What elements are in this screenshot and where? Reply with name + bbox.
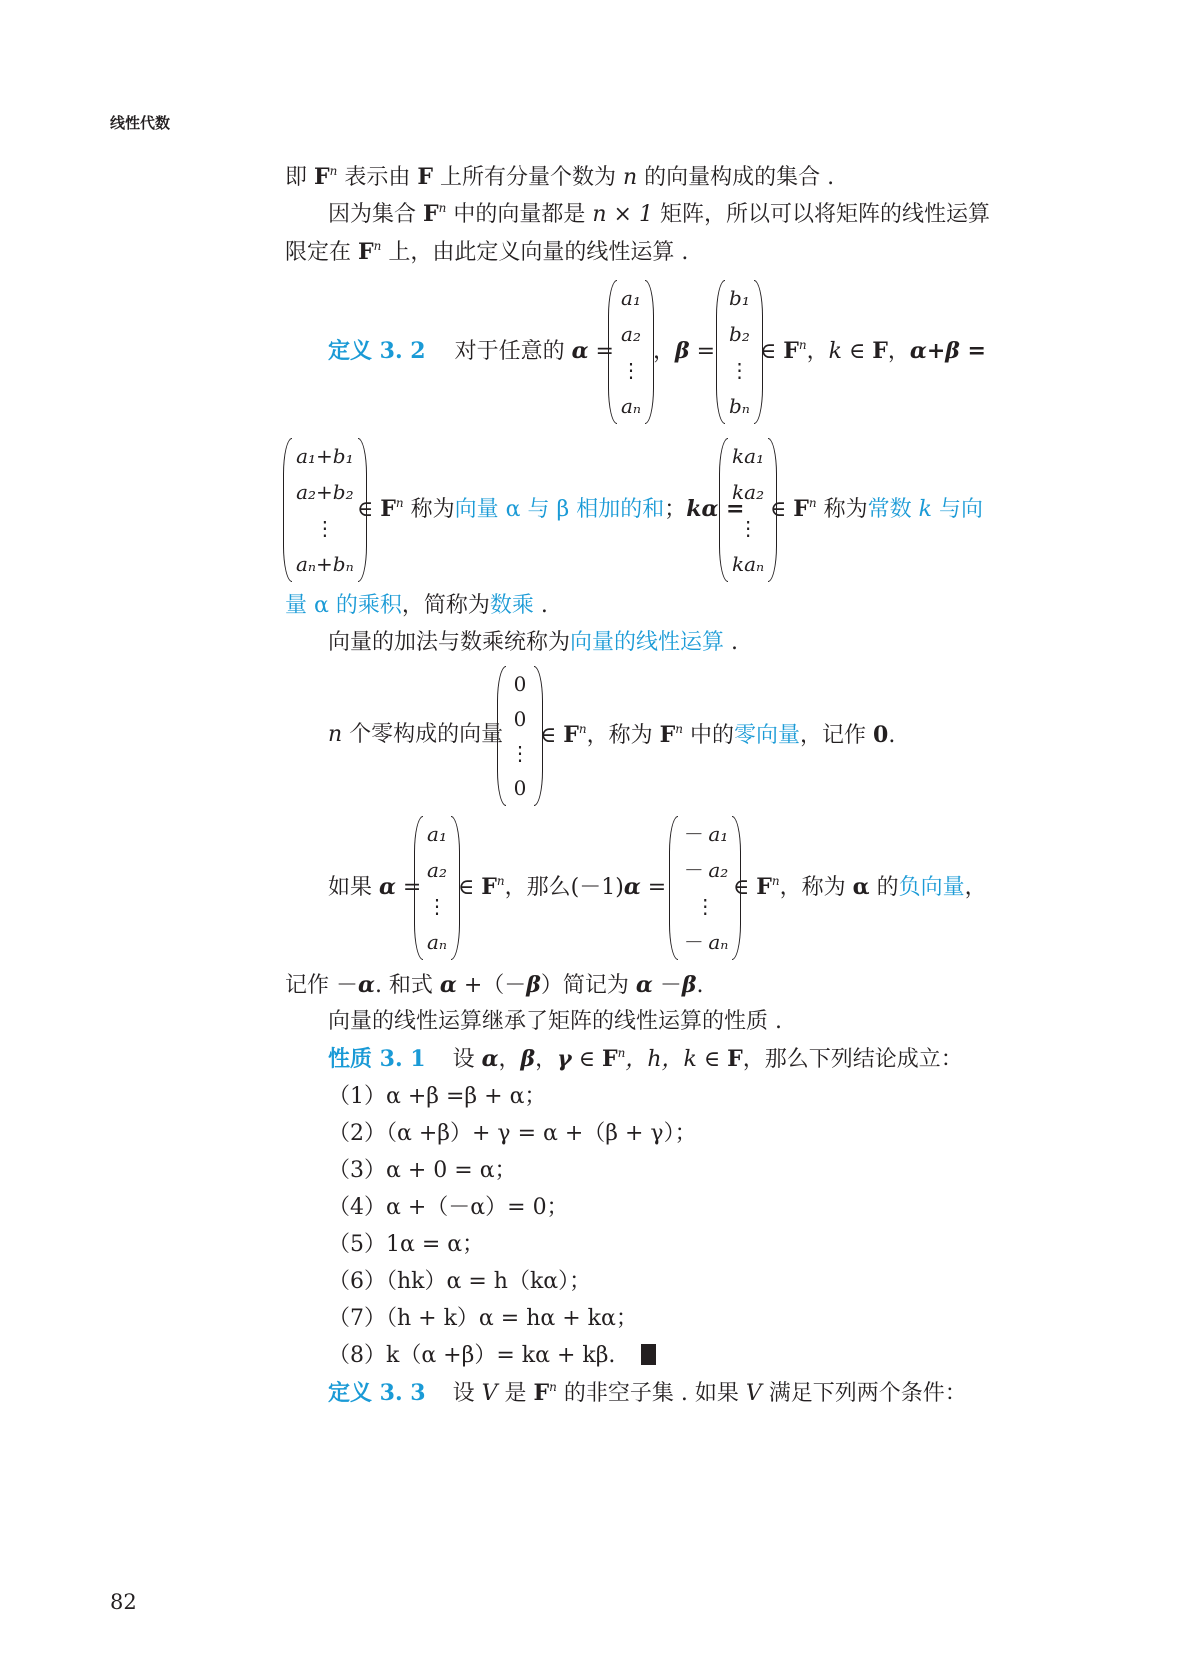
- text: 满足下列两个条件：: [761, 1381, 967, 1406]
- matrix-entry: a₂+b₂: [296, 480, 354, 504]
- highlight-term: 向量 α 与 β 相加的和: [454, 497, 665, 522]
- beta-symbol: β: [520, 1046, 536, 1072]
- property-item-8: （8）k（α +β）= kα + kβ.: [328, 1343, 616, 1368]
- superscript: n: [549, 1380, 557, 1394]
- matrix-entry: 0: [513, 672, 527, 696]
- property-item-7: （7）（h + k）α = hα + kα；: [328, 1306, 638, 1331]
- text: ）简记为: [540, 973, 636, 998]
- definition-3-2-line-c: [760, 336, 986, 367]
- property-item-2: （2）（α +β）+ γ = α +（β + γ）；: [328, 1121, 697, 1146]
- comma: ，: [498, 1047, 521, 1072]
- element-of: ∈: [770, 497, 794, 522]
- matrix-entry: － a₁: [682, 822, 729, 846]
- paragraph-line: [328, 628, 738, 658]
- alpha-plus-beta: α+β =: [909, 338, 986, 364]
- element-of: ∈: [760, 339, 784, 364]
- matrix-zero: [497, 666, 543, 806]
- matrix-negative: [669, 816, 741, 960]
- property-item-6: （6）（hk）α = h（kα）；: [328, 1269, 592, 1294]
- beta-symbol: β: [681, 972, 697, 998]
- dimension: n × 1: [592, 202, 653, 227]
- var: k: [828, 339, 842, 364]
- text: 称为: [403, 497, 455, 522]
- property-item-8-row: [328, 1341, 656, 1371]
- highlight-term: 负向量: [898, 875, 965, 900]
- superscript: n: [373, 239, 382, 253]
- comma: ，: [653, 339, 676, 364]
- zero-symbol: 0: [873, 722, 889, 748]
- field-symbol: F: [533, 1380, 550, 1406]
- superscript: n: [617, 1046, 626, 1060]
- beta-symbol: β: [675, 338, 690, 364]
- text: 的: [869, 875, 899, 900]
- superscript: n: [798, 338, 807, 352]
- equals: =: [395, 875, 422, 900]
- text: . 和式: [374, 973, 440, 998]
- element-of: ∈: [357, 497, 381, 522]
- vertical-ellipsis: ⋮: [621, 358, 642, 382]
- text: 上，由此定义向量的线性运算 .: [381, 240, 689, 265]
- highlight-term: 数乘: [489, 593, 534, 618]
- matrix-entry: 0: [513, 706, 527, 731]
- definition-label: 定义 3. 3: [328, 1380, 426, 1406]
- matrix-entry: a₂: [427, 858, 447, 882]
- matrix-entry: － a₂: [682, 858, 729, 882]
- alpha-symbol: α: [571, 338, 589, 364]
- field-symbol: F: [358, 239, 374, 265]
- vertical-ellipsis: ⋮: [729, 358, 750, 382]
- var: k: [683, 1047, 697, 1072]
- property-item-3: （3）α + 0 = α；: [328, 1158, 517, 1183]
- superscript: n: [438, 201, 447, 215]
- alpha-symbol: α: [852, 874, 870, 900]
- k-alpha: kα =: [686, 496, 745, 522]
- comma: ，: [806, 339, 829, 364]
- matrix-entry: aₙ: [427, 930, 448, 954]
- vertical-ellipsis: ⋮: [695, 894, 716, 918]
- left-paren: [669, 816, 678, 960]
- matrix-entry: 0: [513, 775, 527, 800]
- definition-3-3-line: [328, 1378, 967, 1409]
- text: ，称为: [779, 875, 853, 900]
- alpha-symbol: α: [358, 972, 375, 998]
- field-symbol: F: [563, 722, 579, 748]
- running-header: 线性代数: [110, 114, 171, 132]
- text: 上所有分量个数为: [432, 165, 623, 190]
- comma: ，: [535, 1047, 558, 1072]
- text: 限定在: [285, 240, 358, 265]
- field-symbol: F: [314, 164, 330, 190]
- text: 对于任意的: [454, 339, 572, 364]
- paragraph-line: [285, 237, 688, 268]
- matrix-entry: aₙ+bₙ: [296, 552, 354, 576]
- definition-3-2-line-b: [653, 336, 715, 367]
- property-item-5: （5）1α = α；: [328, 1232, 485, 1257]
- equals: =: [640, 875, 667, 900]
- superscript: n: [578, 722, 587, 736]
- matrix-entry: ka₁: [732, 444, 765, 468]
- text: －: [652, 973, 682, 998]
- field-symbol: F: [659, 722, 676, 748]
- text: 表示由: [337, 165, 418, 190]
- gamma-symbol: γ: [557, 1046, 572, 1072]
- text: 个零构成的向量: [342, 722, 504, 747]
- zero-vector-line-b: ∈ $F^n$，称为 $F^n$ 中的零向量，记作 0.: [540, 722, 896, 748]
- property-label: 性质 3. 1: [328, 1046, 426, 1072]
- alpha-symbol: α: [481, 1046, 499, 1072]
- text: 向量的加法与数乘统称为: [328, 630, 571, 655]
- element-of: ∈: [842, 339, 873, 364]
- matrix-entry: － aₙ: [682, 930, 729, 954]
- matrix-entry: a₁+b₁: [296, 444, 354, 468]
- property-item-1: （1）α +β =β + α；: [328, 1084, 547, 1109]
- comma: ，: [964, 875, 987, 900]
- text: 是: [497, 1381, 534, 1406]
- text: 设: [452, 1047, 482, 1072]
- element-of: ∈: [458, 875, 482, 900]
- period: .: [724, 630, 739, 655]
- matrix-entry: bₙ: [729, 394, 750, 418]
- superscript: n: [496, 874, 505, 888]
- left-paren: [608, 280, 617, 424]
- matrix-sum: [283, 438, 367, 582]
- element-of: ∈: [733, 875, 757, 900]
- vertical-ellipsis: ⋮: [510, 741, 530, 766]
- text: 的非空子集 . 如果: [556, 1381, 746, 1406]
- page-number: 82: [110, 1590, 137, 1614]
- superscript: n: [808, 496, 817, 510]
- text: 设: [452, 1381, 482, 1406]
- matrix-entry: a₁: [427, 822, 447, 846]
- superscript: n: [771, 874, 780, 888]
- matrix-entry: a₁: [621, 286, 641, 310]
- highlight-term: 零向量: [734, 723, 801, 748]
- text: ，简称为: [401, 593, 490, 618]
- highlight-term: 量 α 的乘积: [285, 593, 402, 618]
- matrix-entry: kaₙ: [732, 552, 765, 576]
- beta-symbol: β: [526, 972, 541, 998]
- matrix-entry: ka₂: [732, 480, 765, 504]
- semicolon: ；: [664, 497, 687, 522]
- text: 中的: [683, 723, 734, 748]
- property-3-1-line: [328, 1044, 963, 1075]
- equals: =: [689, 339, 716, 364]
- vertical-ellipsis: ⋮: [427, 894, 448, 918]
- negative-vector-line-b: [458, 872, 666, 903]
- text: 中的向量都是: [446, 202, 593, 227]
- matrix-entry: aₙ: [621, 394, 642, 418]
- field-symbol: F: [423, 201, 439, 227]
- field-symbol: F: [601, 1046, 618, 1072]
- highlight-term: 常数: [867, 497, 919, 522]
- paragraph-line: [285, 591, 548, 621]
- vertical-ellipsis: ⋮: [738, 516, 759, 540]
- field-symbol: F: [417, 164, 433, 190]
- element-of: ∈: [571, 1047, 602, 1072]
- text: 的向量构成的集合 .: [637, 165, 835, 190]
- comma: ，: [887, 339, 910, 364]
- highlight-term: 与向: [931, 497, 983, 522]
- negative-vector-line-c: [733, 872, 987, 903]
- field-symbol: F: [783, 338, 799, 364]
- left-paren: [414, 816, 423, 960]
- text: 矩阵，所以可以将矩阵的线性运算: [652, 202, 990, 227]
- text: ，h，: [625, 1047, 684, 1072]
- left-paren: [497, 666, 506, 806]
- text: 称为: [816, 497, 868, 522]
- equals: =: [588, 339, 614, 364]
- definition-3-2-line: [328, 336, 614, 367]
- matrix-entry: a₂: [621, 322, 641, 346]
- superscript: n: [675, 722, 683, 736]
- zero-vector-line: [328, 720, 503, 750]
- negative-vector-line: [328, 872, 421, 903]
- scalar-definition-line: [770, 494, 983, 525]
- var: V: [481, 1381, 498, 1406]
- end-of-proof-icon: [641, 1344, 656, 1365]
- field-symbol: F: [727, 1046, 743, 1072]
- matrix-alpha-2: [414, 816, 460, 960]
- period: .: [533, 593, 548, 618]
- sum-definition-line: [357, 494, 744, 525]
- left-paren: [283, 438, 292, 582]
- element-of: ∈: [696, 1047, 728, 1072]
- field-symbol: F: [380, 496, 396, 522]
- paragraph-line: [328, 199, 990, 230]
- field-symbol: F: [756, 874, 772, 900]
- text: ，那么(－1): [504, 875, 624, 900]
- alpha-symbol: α: [635, 972, 653, 998]
- paragraph-line: 向量的线性运算继承了矩阵的线性运算的性质 .: [328, 1009, 782, 1034]
- text: ，那么下列结论成立：: [742, 1047, 963, 1072]
- alpha-symbol: α: [623, 874, 641, 900]
- alpha-symbol: α: [439, 972, 457, 998]
- field-symbol: F: [481, 874, 497, 900]
- var: n: [622, 165, 638, 190]
- field-symbol: F: [872, 338, 888, 364]
- text: 因为集合: [328, 202, 423, 227]
- matrix-alpha: [608, 280, 654, 424]
- text: ，记作: [800, 723, 874, 748]
- matrix-entry: b₂: [729, 322, 750, 346]
- left-paren: [719, 438, 728, 582]
- paragraph-line: 记作 －α. 和式 α +（－β）简记为 α －β.: [285, 972, 704, 998]
- text: 即: [285, 165, 314, 190]
- matrix-beta: [716, 280, 763, 424]
- highlight-term: 向量的线性运算: [570, 630, 725, 655]
- element-of: ∈: [540, 723, 564, 748]
- matrix-k-alpha: [719, 438, 777, 582]
- left-paren: [716, 280, 725, 424]
- paragraph-line: [285, 162, 834, 193]
- var: V: [745, 1381, 762, 1406]
- property-item-4: （4）α +（－α）= 0；: [328, 1195, 569, 1220]
- text: 如果: [328, 875, 379, 900]
- text: +（－: [456, 973, 527, 998]
- matrix-entry: b₁: [729, 286, 750, 310]
- highlight-var: k: [918, 497, 932, 522]
- var: n: [328, 722, 343, 747]
- text: ，称为: [586, 723, 660, 748]
- superscript: n: [329, 164, 338, 178]
- vertical-ellipsis: ⋮: [314, 516, 335, 540]
- superscript: n: [395, 496, 404, 510]
- field-symbol: F: [793, 496, 809, 522]
- alpha-symbol: α: [379, 874, 396, 900]
- definition-label: 定义 3. 2: [328, 338, 426, 364]
